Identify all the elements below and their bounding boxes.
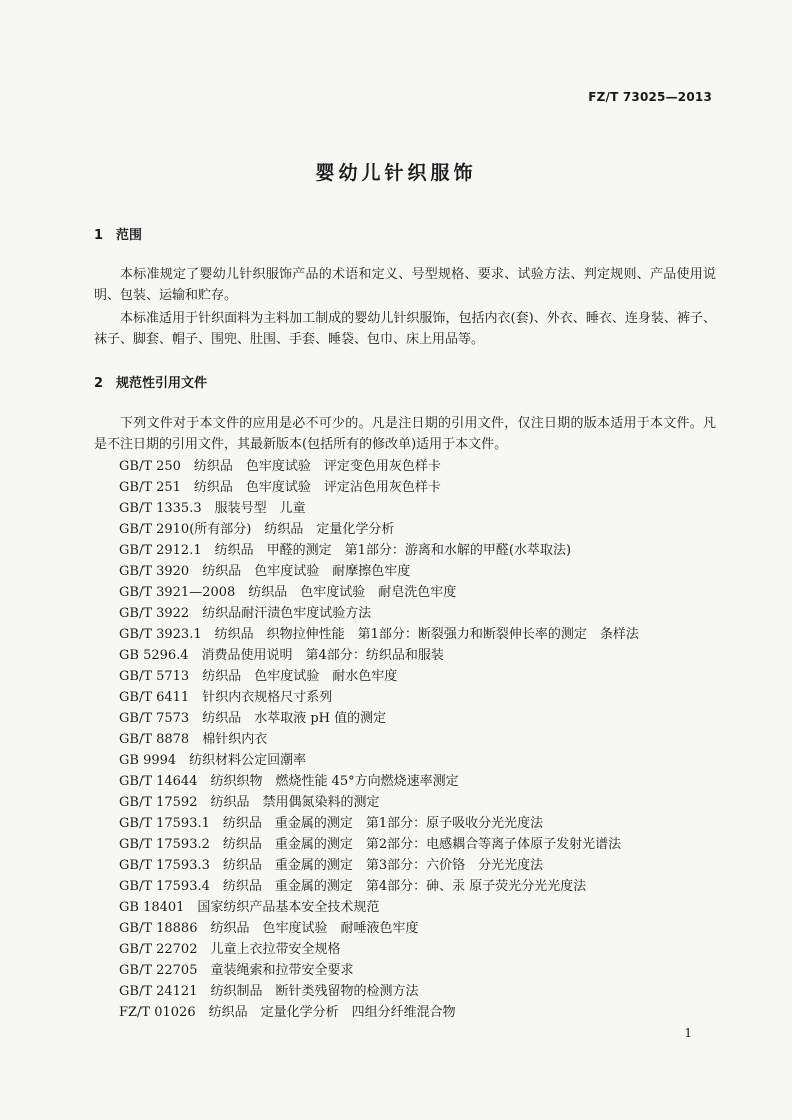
reference-item: GB/T 22705 童装绳索和拉带安全要求 [119,963,354,978]
reference-item: GB 9994 纺织材料公定回潮率 [119,753,307,768]
reference-item: GB/T 17592 纺织品 禁用偶氮染料的测定 [119,795,380,810]
reference-item: FZ/T 01026 纺织品 定量化学分析 四组分纤维混合物 [119,1005,456,1020]
reference-item: GB/T 3923.1 纺织品 织物拉伸性能 第1部分：断裂强力和断裂伸长率的测定 条样法 [119,627,639,642]
reference-list [119,456,639,1023]
reference-item: GB/T 3921—2008 纺织品 色牢度试验 耐皂洗色牢度 [119,585,457,600]
reference-item: GB/T 17593.4 纺织品 重金属的测定 第4部分：砷、汞 原子荧光分光光度法 [119,879,587,894]
section-2-heading [94,372,207,391]
reference-item: GB 18401 国家纺织产品基本安全技术规范 [119,900,380,915]
reference-item: GB 5296.4 消费品使用说明 第4部分：纺织品和服装 [119,648,444,663]
section-title: 规范性引用文件 [116,376,208,391]
standard-code: FZ/T 73025—2013 [588,90,712,104]
reference-item: GB/T 250 纺织品 色牢度试验 评定变色用灰色样卡 [119,459,441,474]
reference-item: GB/T 18886 纺织品 色牢度试验 耐唾液色牢度 [119,921,419,936]
reference-item: GB/T 14644 纺织织物 燃烧性能 45°方向燃烧速率测定 [119,774,459,789]
section-number: 2 [94,376,104,391]
reference-item: GB/T 8878 棉针织内衣 [119,732,268,747]
document-title: 婴幼儿针织服饰 [315,162,477,184]
page-number: 1 [684,1026,692,1040]
reference-item: GB/T 3920 纺织品 色牢度试验 耐摩擦色牢度 [119,564,411,579]
reference-item: GB/T 1335.3 服装号型 儿童 [119,501,306,516]
reference-item: GB/T 24121 纺织制品 断针类残留物的检测方法 [119,984,419,999]
reference-item: GB/T 2912.1 纺织品 甲醛的测定 第1部分：游离和水解的甲醛(水萃取法) [119,543,572,558]
reference-item: GB/T 22702 儿童上衣拉带安全规格 [119,942,341,957]
section-1-paragraph: 本标准适用于针织面料为主料加工制成的婴幼儿针织服饰，包括内衣(套)、外衣、睡衣、连身装、裤子、袜子、脚套、帽子、围兜、肚围、手套、睡袋、包巾、床上用品等。 [94,311,716,347]
reference-item: GB/T 251 纺织品 色牢度试验 评定沾色用灰色样卡 [119,480,441,495]
reference-item: GB/T 5713 纺织品 色牢度试验 耐水色牢度 [119,669,398,684]
section-1-heading [94,224,142,243]
reference-item: GB/T 2910(所有部分) 纺织品 定量化学分析 [119,522,395,537]
section-1-paragraph: 本标准规定了婴幼儿针织服饰产品的术语和定义、号型规格、要求、试验方法、判定规则、产品使用说明、包装、运输和贮存。 [94,267,716,303]
reference-item: GB/T 7573 纺织品 水萃取液 pH 值的测定 [119,711,387,726]
reference-item: GB/T 17593.2 纺织品 重金属的测定 第2部分：电感耦合等离子体原子发射光谱法 [119,837,622,852]
section-2-intro: 下列文件对于本文件的应用是必不可少的。凡是注日期的引用文件，仅注日期的版本适用于本文件。凡是不注日期的引用文件，其最新版本(包括所有的修改单)适用于本文件。 [94,416,716,452]
reference-item: GB/T 17593.1 纺织品 重金属的测定 第1部分：原子吸收分光光度法 [119,816,544,831]
section-title: 范围 [116,228,143,243]
reference-item: GB/T 6411 针织内衣规格尺寸系列 [119,690,333,705]
section-number: 1 [94,228,104,243]
reference-item: GB/T 17593.3 纺织品 重金属的测定 第3部分：六价铬 分光光度法 [119,858,544,873]
reference-item: GB/T 3922 纺织品耐汗渍色牢度试验方法 [119,606,372,621]
